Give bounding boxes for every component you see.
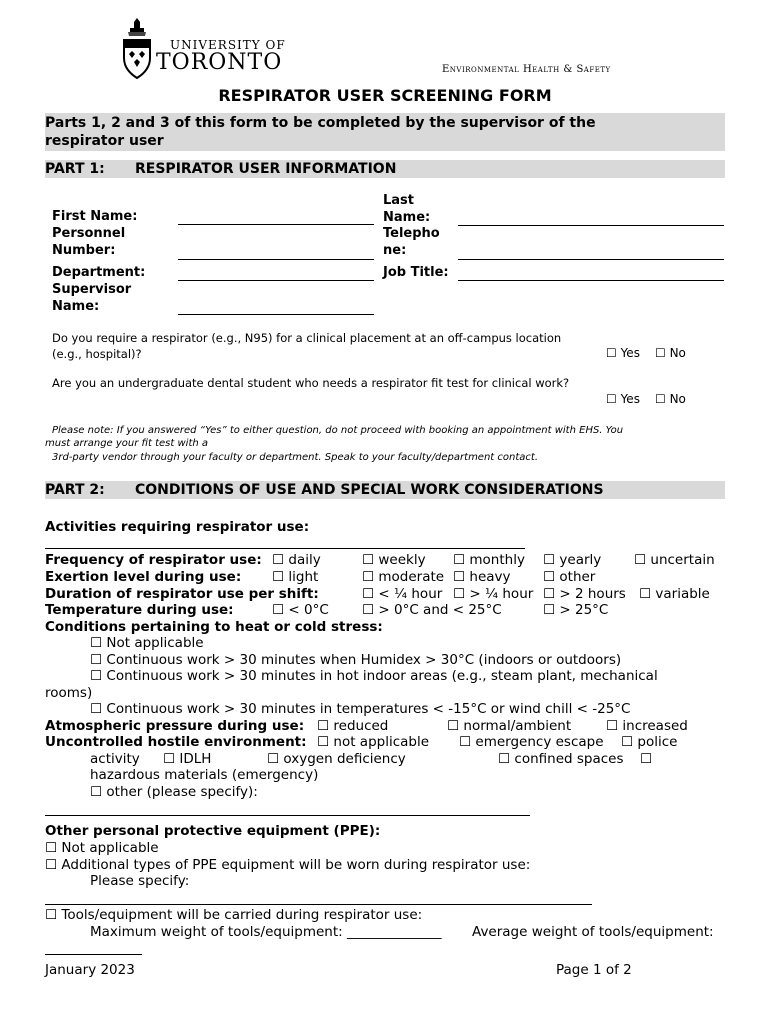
part2-title: CONDITIONS OF USE AND SPECIAL WORK CONSIDERATIONS (135, 482, 604, 498)
last-name-label: Last Name: (383, 193, 431, 225)
heat-cold-hot-indoor-cont: rooms) (45, 685, 93, 701)
hostile-other-field[interactable] (45, 815, 530, 816)
pressure-increased[interactable]: ☐ increased (606, 718, 688, 734)
part2-number: PART 2: (45, 482, 105, 498)
heat-cold-humidex[interactable]: ☐ Continuous work > 30 minutes when Humidex > 30°C (indoors or outdoors) (90, 652, 622, 668)
activities-field[interactable] (45, 548, 525, 549)
ppe-specify-field[interactable] (45, 904, 592, 905)
part1-number: PART 1: (45, 161, 105, 177)
frequency-uncertain[interactable]: ☐ uncertain (634, 552, 715, 568)
temperature-below-zero[interactable]: ☐ < 0°C (272, 602, 329, 618)
activities-label: Activities requiring respirator use: (45, 519, 310, 535)
exertion-other[interactable]: ☐ other (543, 569, 596, 585)
frequency-weekly[interactable]: ☐ weekly (362, 552, 426, 568)
hostile-not-applicable[interactable]: ☐ not applicable (317, 734, 430, 750)
department-field[interactable] (178, 280, 374, 281)
footer-page-number: Page 1 of 2 (556, 962, 632, 978)
part2-header (45, 481, 725, 499)
q1-no-checkbox[interactable]: ☐ No (655, 346, 686, 360)
tools-avg-weight-label: Average weight of tools/equipment: (472, 924, 714, 940)
q1-yes-checkbox[interactable]: ☐ Yes (606, 346, 640, 360)
first-name-label: First Name: (52, 209, 138, 224)
heat-cold-label: Conditions pertaining to heat or cold stress: (45, 619, 383, 635)
frequency-yearly[interactable]: ☐ yearly (543, 552, 602, 568)
exertion-moderate[interactable]: ☐ moderate (362, 569, 445, 585)
department-name: Environmental Health & Safety (442, 64, 611, 75)
heat-cold-cold-temps[interactable]: ☐ Continuous work > 30 minutes in temperatures < -15°C or wind chill < -25°C (90, 701, 631, 717)
heat-cold-not-applicable[interactable]: ☐ Not applicable (90, 635, 204, 651)
hostile-emergency-escape[interactable]: ☐ emergency escape (459, 734, 604, 750)
telephone-field[interactable] (458, 259, 724, 260)
q2-no-checkbox[interactable]: ☐ No (655, 392, 686, 406)
instruction-banner (45, 113, 725, 151)
crest-icon (120, 18, 154, 82)
tools-avg-weight-field[interactable] (45, 954, 142, 955)
university-name-line1: UNIVERSITY OF (170, 38, 286, 52)
ppe-label: Other personal protective equipment (PPE): (45, 823, 381, 839)
exertion-heavy[interactable]: ☐ heavy (453, 569, 511, 585)
university-name-line2: TORONTO (156, 50, 283, 75)
frequency-monthly[interactable]: ☐ monthly (453, 552, 525, 568)
hostile-police-activity: activity (90, 751, 140, 767)
duration-over-quarter[interactable]: ☐ > ¼ hour (453, 586, 534, 602)
ppe-additional[interactable]: ☐ Additional types of PPE equipment will be worn during respirator use: (45, 857, 531, 873)
form-title: RESPIRATOR USER SCREENING FORM (218, 86, 552, 105)
note-line-3: 3rd-party vendor through your faculty or department. Speak to your faculty/department contact. (52, 452, 538, 463)
hostile-police[interactable]: ☐ police (621, 734, 678, 750)
ppe-specify-label: Please specify: (90, 873, 190, 889)
pressure-reduced[interactable]: ☐ reduced (317, 718, 389, 734)
supervisor-name-field[interactable] (178, 314, 374, 315)
note-line-1: Please note: If you answered “Yes” to either question, do not proceed with booking an appointment with EHS. You (52, 425, 624, 436)
hostile-confined-spaces[interactable]: ☐ confined spaces (498, 751, 624, 767)
question-clinical-placement: Do you require a respirator (e.g., N95) for a clinical placement at an off-campus location (e.g., hospital)? (52, 331, 562, 361)
tools-carried[interactable]: ☐ Tools/equipment will be carried during respirator use: (45, 907, 423, 923)
department-label: Department: (52, 265, 146, 280)
hostile-idlh[interactable]: ☐ IDLH (163, 751, 212, 767)
frequency-daily[interactable]: ☐ daily (272, 552, 321, 568)
temperature-zero-to-25[interactable]: ☐ > 0°C and < 25°C (362, 602, 502, 618)
hostile-hazmat-checkbox[interactable]: ☐ (640, 751, 653, 767)
q2-yes-checkbox[interactable]: ☐ Yes (606, 392, 640, 406)
part1-header (45, 160, 725, 178)
hostile-oxygen-deficiency[interactable]: ☐ oxygen deficiency (267, 751, 406, 767)
heat-cold-hot-indoor[interactable]: ☐ Continuous work > 30 minutes in hot indoor areas (e.g., steam plant, mechanical (90, 668, 658, 684)
university-logo (120, 18, 300, 82)
footer-date: January 2023 (45, 962, 135, 978)
exertion-label: Exertion level during use: (45, 569, 242, 585)
note-line-2: must arrange your fit test with a (45, 438, 209, 449)
tools-max-weight[interactable]: Maximum weight of tools/equipment: ______________ (90, 924, 442, 940)
pressure-normal[interactable]: ☐ normal/ambient (447, 718, 572, 734)
temperature-label: Temperature during use: (45, 602, 234, 618)
first-name-field[interactable] (178, 224, 374, 225)
duration-under-quarter[interactable]: ☐ < ¼ hour (362, 586, 443, 602)
job-title-label: Job Title: (383, 265, 449, 280)
hostile-other[interactable]: ☐ other (please specify): (90, 784, 258, 800)
last-name-field[interactable] (458, 225, 724, 226)
part1-title: RESPIRATOR USER INFORMATION (135, 161, 397, 177)
duration-over-two-hours[interactable]: ☐ > 2 hours (543, 586, 626, 602)
frequency-label: Frequency of respirator use: (45, 552, 262, 568)
question-dental-student: Are you an undergraduate dental student who needs a respirator fit test for clinical work? (52, 376, 570, 390)
supervisor-name-label: Supervisor Name: (52, 282, 132, 314)
temperature-above-25[interactable]: ☐ > 25°C (543, 602, 609, 618)
job-title-field[interactable] (458, 280, 724, 281)
hostile-env-label: Uncontrolled hostile environment: (45, 734, 307, 750)
telephone-label: Telephone: (383, 226, 440, 258)
ppe-not-applicable[interactable]: ☐ Not applicable (45, 840, 159, 856)
personnel-number-label: Personnel Number: (52, 226, 126, 258)
duration-variable[interactable]: ☐ variable (639, 586, 710, 602)
hostile-hazmat: hazardous materials (emergency) (90, 767, 319, 783)
duration-label: Duration of respirator use per shift: (45, 586, 319, 602)
instruction-text: Parts 1, 2 and 3 of this form to be completed by the supervisor of the respirator user (45, 115, 596, 149)
pressure-label: Atmospheric pressure during use: (45, 718, 305, 734)
personnel-number-field[interactable] (178, 259, 374, 260)
exertion-light[interactable]: ☐ light (272, 569, 319, 585)
